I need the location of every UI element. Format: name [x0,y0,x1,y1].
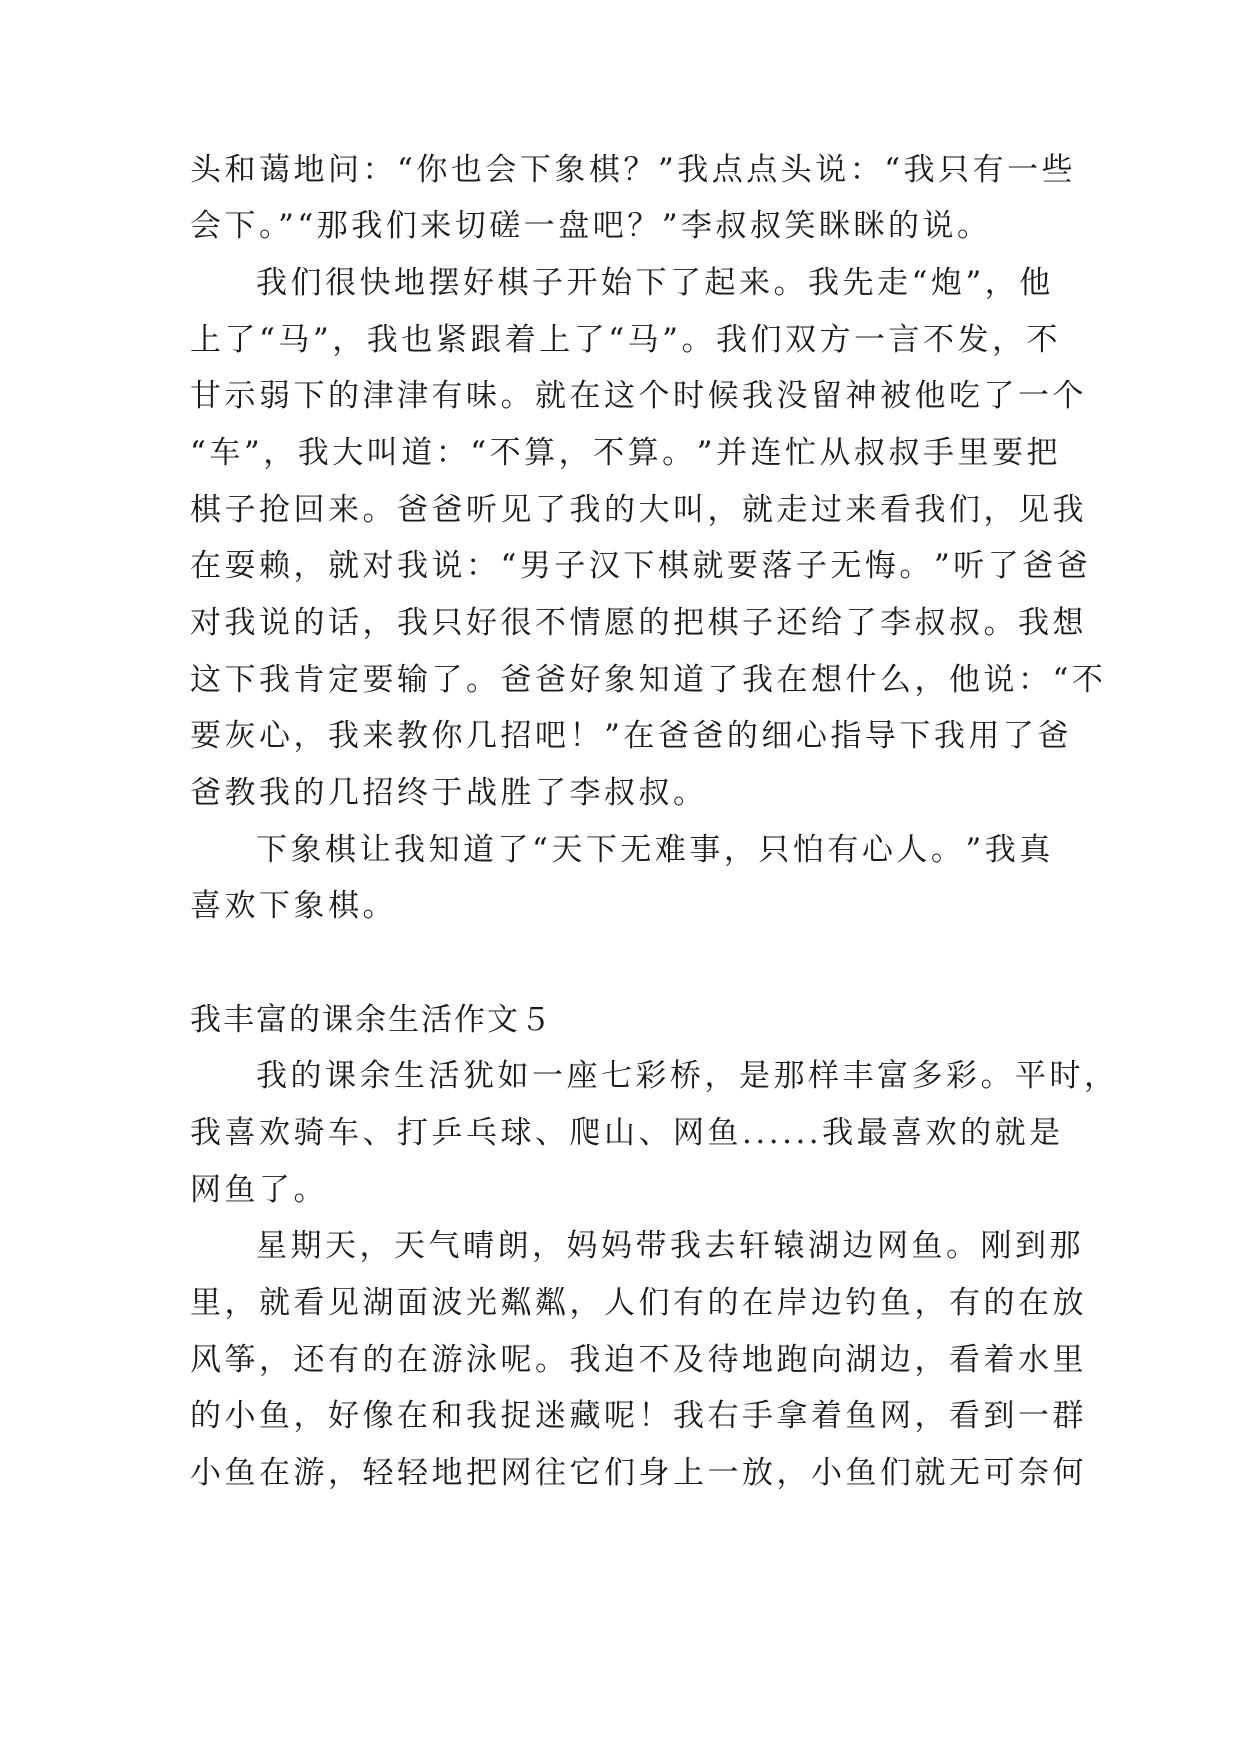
text-line: 对 我 说 的 话 ， 我 只 好 很 不 情 愿 的 把 棋 子 还 给 了 李 叔 叔 。 我 想 [190,605,1087,641]
text-line: 风 筝 ， 还 有 的 在 游 泳 呢 。 我 迫 不 及 待 地 跑 向 湖 边 ， 看 着 水 里 [190,1342,1087,1378]
text-line: 这 下 我 肯 定 要 输 了 。 爸 爸 好 象 知 道 了 我 在 想 什 么 ， 他 说 ： “ 不 [190,662,1107,698]
text-line: 网鱼了。 [190,1172,328,1208]
text-line: 的 小 鱼 ， 好 像 在 和 我 捉 迷 藏 呢 ！ 我 右 手 拿 着 鱼 网 ， 看 到 一 群 [190,1398,1087,1434]
text-line: 在 耍 赖 ， 就 对 我 说 ： “ 男 子 汉 下 棋 就 要 落 子 无 悔 。 ” 听 了 爸 爸 [190,548,1092,584]
text-line: 我 喜 欢 骑 车 、 打 乒 乓 球 、 爬 山 、 网 鱼 . . . . . . 我 最 喜 欢 的 就 是 [190,1115,1064,1151]
text-line: 头 和 蔼 地 问 ： “ 你 也 会 下 象 棋 ？ ” 我 点 点 头 说 ： “ 我 只 有 一 些 [190,152,1077,188]
text-line: 甘 示 弱 下 的 津 津 有 味 。 就 在 这 个 时 候 我 没 留 神 被 他 吃 了 一 个 [190,378,1087,414]
text-line: 棋 子 抢 回 来 。 爸 爸 听 见 了 我 的 大 叫 ， 就 走 过 来 看 我 们 ， 见 我 [190,492,1087,528]
text-line: 我 们 很 快 地 摆 好 棋 子 开 始 下 了 起 来 。 我 先 走 “ 炮 ” ， 他 [256,265,1054,301]
text-line: 要 灰 心 ， 我 来 教 你 几 招 吧 ！ ” 在 爸 爸 的 细 心 指 导 下 我 用 了 爸 [190,718,1072,754]
text-line: 里 ， 就 看 见 湖 面 波 光 粼 粼 ， 人 们 有 的 在 岸 边 钓 鱼 ， 有 的 在 放 [190,1285,1087,1321]
text-line: 上 了 “ 马 ” ， 我 也 紧 跟 着 上 了 “ 马 ” 。 我 们 双 方 一 言 不 发 ， 不 [190,322,1061,358]
text-line: 星 期 天 ， 天 气 晴 朗 ， 妈 妈 带 我 去 轩 辕 湖 边 网 鱼 。 刚 到 那 [256,1228,1084,1264]
text-line: 喜欢下象棋。 [190,888,397,924]
text-line: 我 的 课 余 生 活 犹 如 一 座 七 彩 桥 ， 是 那 样 丰 富 多 彩 。 平 时 ， [256,1058,1119,1094]
text-line: “ 车 ” ， 我 大 叫 道 ： “ 不 算 ， 不 算 。 ” 并 连 忙 从 叔 叔 手 里 要 把 [190,435,1061,471]
text-line: 小 鱼 在 游 ， 轻 轻 地 把 网 往 它 们 身 上 一 放 ， 小 鱼 们 就 无 可 奈 何 [190,1455,1087,1491]
text-line: 爸教我的几招终于战胜了李叔叔。 [190,775,708,811]
section-title: 我丰富的课余生活作文５ [190,1002,553,1038]
text-line: 会下。”“那我们来切磋一盘吧？”李叔叔笑眯眯的说。 [190,208,992,244]
text-line: 下 象 棋 让 我 知 道 了 “ 天 下 无 难 事 ， 只 怕 有 心 人 。 ” 我 真 [256,832,1054,868]
